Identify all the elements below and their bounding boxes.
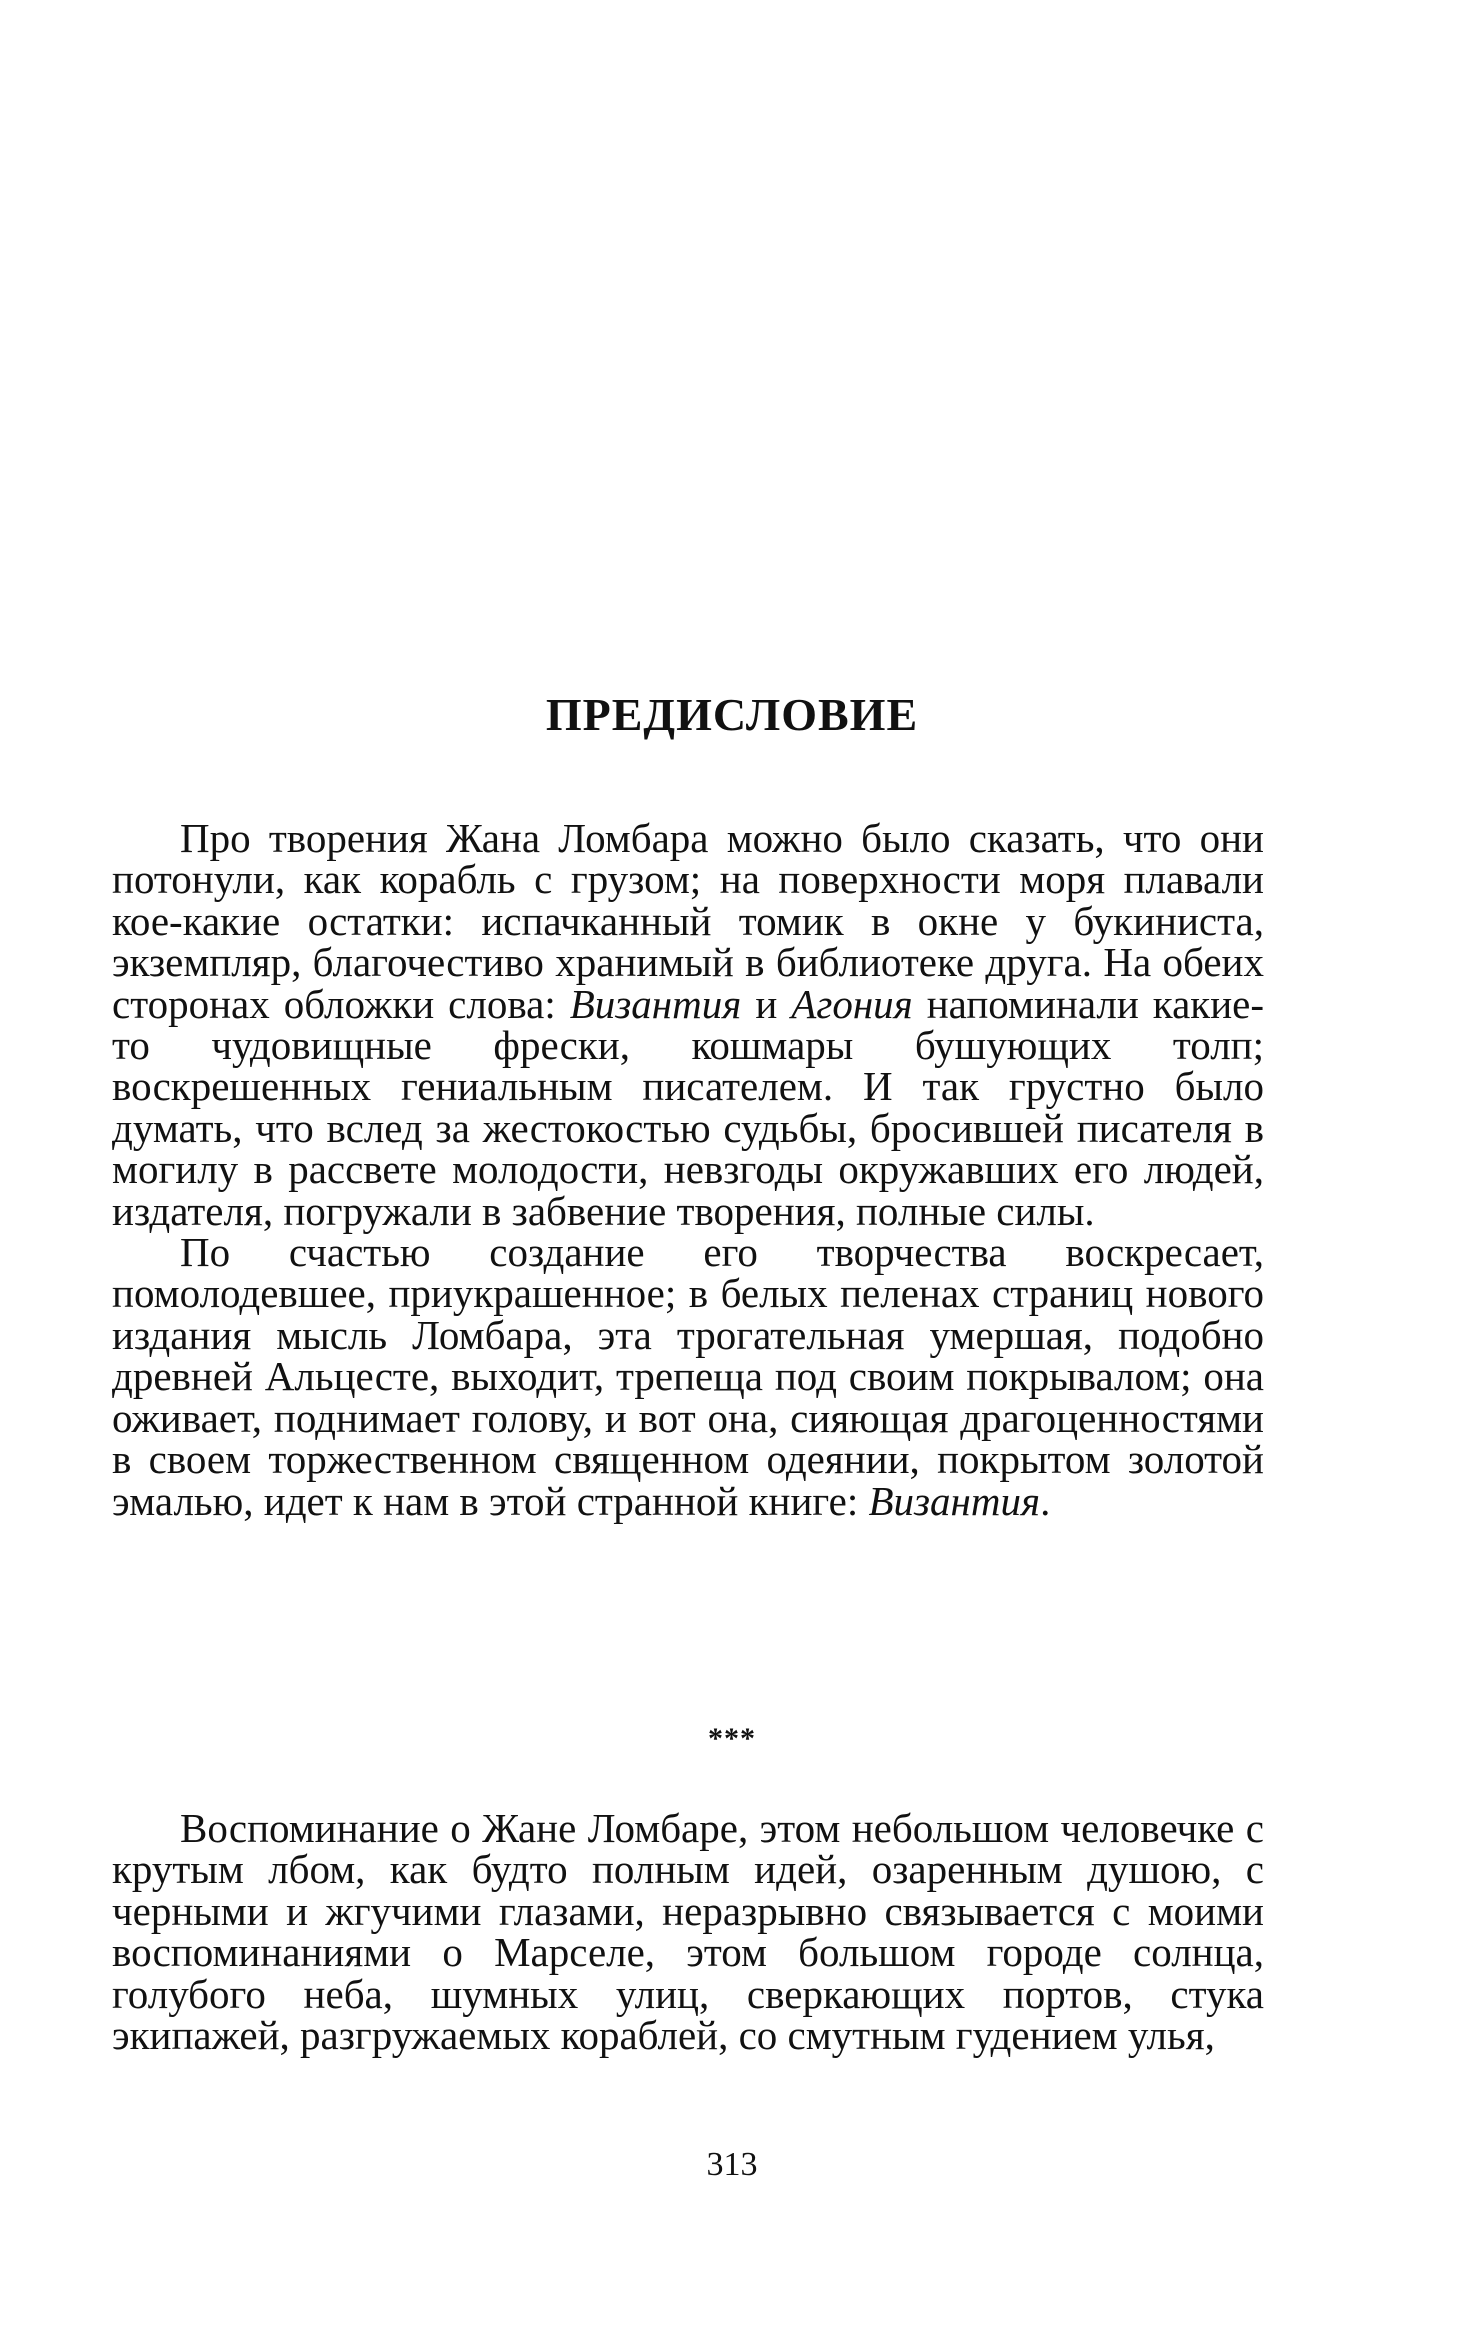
paragraph-1-italic-2: Агония (791, 980, 913, 1027)
paragraph-1-text-1: Про творения Жана Ломбара можно было сказать, что они потонули, как корабль с грузом; на поверхности моря плавали кое-какие остатки: испачканный томик в окне у букиниста, экземпляр, благочестиво хранимый в библиотеке друга. На обеих сторонах обложки слова: (112, 815, 1264, 1027)
page-number: 313 (706, 2146, 758, 2183)
paragraph-3-text-1: Воспоминание о Жане Ломбаре, этом небольшом человечке с крутым лбом, как будто полным идей, озаренным душою, с черными и жгучими глазами, неразрывно связывается с моими воспоминаниями о Марселе, этом большом городе солнца, голубого неба, шумных улиц, сверкающих портов, стука экипажей, разгружаемых кораблей, со смутным гудением улья, (112, 1805, 1264, 2059)
paragraph-2 (112, 1229, 1264, 1524)
section-separator: *** (708, 1722, 756, 1755)
paragraph-2-text-1: По счастью создание его творчества воскресает, помолодевшее, приукрашенное; в белых пеленах страниц нового издания мысль Ломбара, эта трогательная умершая, подобно древней Альцесте, выходит, трепеща под своим покрывалом; она оживает, поднимает голову, и вот она, сияющая драгоценностями в своем торжественном священном одеянии, покрытом золотой эмалью, идет к нам в этой странной книге: (112, 1229, 1264, 1524)
paragraph-1-text-2: и (741, 980, 792, 1027)
paragraph-3 (112, 1805, 1264, 2059)
preface-text-top (112, 815, 1264, 1524)
paragraph-1-text-3: напоминали какие-то чудовищные фрески, кошмары бушующих толп; воскрешенных гениальным писателем. И так грустно было думать, что вслед за жестокостью судьбы, бросившей писателя в могилу в рассвете молодости, невзгоды окружавших его людей, издателя, погружали в забвение творения, полные силы. (112, 980, 1264, 1234)
preface-text-bottom (112, 1805, 1264, 2059)
paragraph-1-italic-1: Византия (569, 980, 742, 1027)
paragraph-1 (112, 815, 1264, 1234)
paragraph-2-italic-1: Византия (868, 1477, 1041, 1524)
paragraph-2-text-2: . (1040, 1477, 1051, 1524)
page-title: ПРЕДИСЛОВИЕ (545, 689, 919, 740)
